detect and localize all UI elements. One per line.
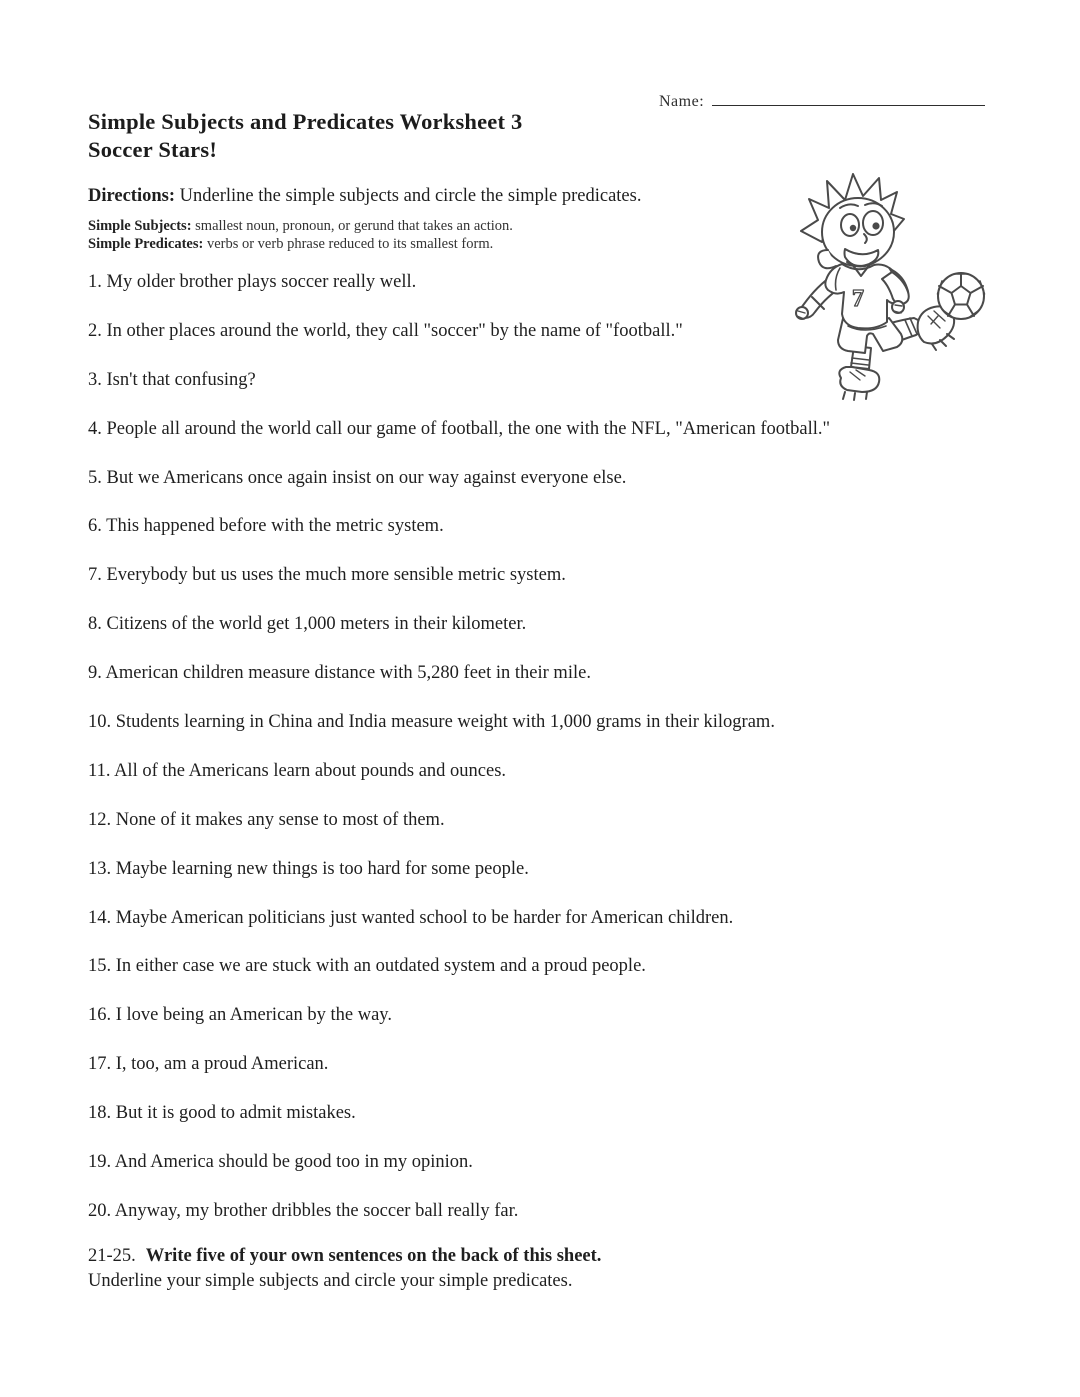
closing-line-1 xyxy=(88,1244,601,1269)
sentence-item xyxy=(88,1054,1008,1103)
sentence-number: 16. xyxy=(88,1005,112,1026)
sentence-text: I, too, am a proud American. xyxy=(115,1054,329,1075)
sentence-number: 18. xyxy=(88,1103,112,1124)
sentence-text: In other places around the world, they call "soccer" by the name of "football." xyxy=(106,320,683,341)
sentence-number: 9. xyxy=(88,663,102,684)
directions-label: Directions: xyxy=(88,186,175,206)
sentence-item xyxy=(88,419,1008,468)
directions xyxy=(88,186,641,207)
definition-text: smallest noun, pronoun, or gerund that takes an action. xyxy=(195,218,513,234)
sentence-text: Everybody but us uses the much more sensible metric system. xyxy=(106,565,566,586)
definition-label: Simple Subjects: xyxy=(88,218,192,234)
sentence-text: This happened before with the metric system. xyxy=(106,516,444,537)
sentence-number: 8. xyxy=(88,614,102,635)
title-line-1: Simple Subjects and Predicates Worksheet 3 xyxy=(88,109,523,134)
eye-icon xyxy=(841,214,859,236)
sentence-number: 13. xyxy=(88,858,112,879)
sentence-text: My older brother plays soccer really well. xyxy=(106,272,417,292)
sentence-item xyxy=(88,712,1008,761)
sentence-number: 12. xyxy=(88,809,112,830)
sentence-item xyxy=(88,1103,1008,1152)
sentence-item xyxy=(88,810,1008,859)
closing-range: 21-25. xyxy=(88,1246,136,1266)
sentence-text: Isn't that confusing? xyxy=(106,369,256,390)
sentence-text: None of it makes any sense to most of them. xyxy=(115,809,445,830)
title-line-2: Soccer Stars! xyxy=(88,137,218,162)
sentence-item xyxy=(88,614,1008,663)
sentence-number: 5. xyxy=(88,467,102,488)
sentence-text: Citizens of the world get 1,000 meters in their kilometer. xyxy=(106,614,527,635)
soccer-ball-icon xyxy=(938,273,985,319)
sentence-list xyxy=(88,272,1008,1250)
sentence-text: In either case we are stuck with an outdated system and a proud people. xyxy=(115,956,646,977)
sentence-item xyxy=(88,663,1008,712)
name-row xyxy=(659,90,985,111)
closing-instructions xyxy=(88,1244,601,1293)
sentence-item xyxy=(88,1152,1008,1201)
closing-bold-text: Write five of your own sentences on the back of this sheet. xyxy=(145,1246,602,1266)
definition-simple-predicates xyxy=(88,235,513,253)
sentence-text: Maybe American politicians just wanted school to be harder for American children. xyxy=(115,907,734,928)
definitions xyxy=(88,217,513,253)
sentence-number: 1. xyxy=(88,272,102,292)
sentence-number: 15. xyxy=(88,956,112,977)
sentence-number: 17. xyxy=(88,1054,112,1075)
sentence-text: And America should be good too in my opinion. xyxy=(114,1152,473,1173)
sentence-number: 4. xyxy=(88,418,102,439)
sentence-item xyxy=(88,565,1008,614)
sentence-text: Maybe learning new things is too hard for some people. xyxy=(115,858,529,879)
sentence-number: 19. xyxy=(88,1152,112,1173)
sentence-text: People all around the world call our game of football, the one with the NFL, "American football." xyxy=(106,418,831,439)
sentence-number: 10. xyxy=(88,712,112,733)
name-blank-line xyxy=(712,90,985,106)
sentence-text: All of the Americans learn about pounds and ounces. xyxy=(114,760,507,781)
sentence-text: Anyway, my brother dribbles the soccer ball really far. xyxy=(114,1200,519,1221)
sentence-number: 20. xyxy=(88,1200,112,1221)
closing-line-2: Underline your simple subjects and circle your simple predicates. xyxy=(88,1270,573,1291)
sentence-item xyxy=(88,516,1008,565)
sentence-item xyxy=(88,761,1008,810)
sentence-text: I love being an American by the way. xyxy=(115,1005,392,1026)
worksheet-title xyxy=(88,108,522,164)
directions-text: Underline the simple subjects and circle the simple predicates. xyxy=(179,186,642,206)
sentence-item xyxy=(88,468,1008,517)
definition-text: verbs or verb phrase reduced to its smallest form. xyxy=(206,236,494,252)
sentence-text: But it is good to admit mistakes. xyxy=(115,1103,356,1124)
soccer-player-illustration xyxy=(788,170,1058,410)
sentence-text: But we Americans once again insist on our way against everyone else. xyxy=(106,467,627,488)
sentence-item xyxy=(88,908,1008,957)
sentence-text: Students learning in China and India measure weight with 1,000 grams in their kilogram. xyxy=(115,712,775,733)
definition-label: Simple Predicates: xyxy=(88,236,204,252)
sentence-item xyxy=(88,859,1008,908)
sentence-item xyxy=(88,1201,1008,1250)
sentence-number: 2. xyxy=(88,320,102,341)
sentence-number: 6. xyxy=(88,516,102,537)
sentence-number: 11. xyxy=(88,760,111,781)
left-hand-icon xyxy=(796,307,808,319)
sentence-number: 7. xyxy=(88,565,102,586)
eye-icon xyxy=(863,211,883,235)
sentence-text: American children measure distance with 5,280 feet in their mile. xyxy=(105,663,591,684)
sentence-item xyxy=(88,1005,1008,1054)
sentence-number: 14. xyxy=(88,907,112,928)
sentence-item xyxy=(88,956,1008,1005)
definition-simple-subjects xyxy=(88,217,513,235)
sentence-number: 3. xyxy=(88,369,102,390)
jersey-number: 7 xyxy=(852,286,864,312)
name-label: Name: xyxy=(659,93,705,110)
